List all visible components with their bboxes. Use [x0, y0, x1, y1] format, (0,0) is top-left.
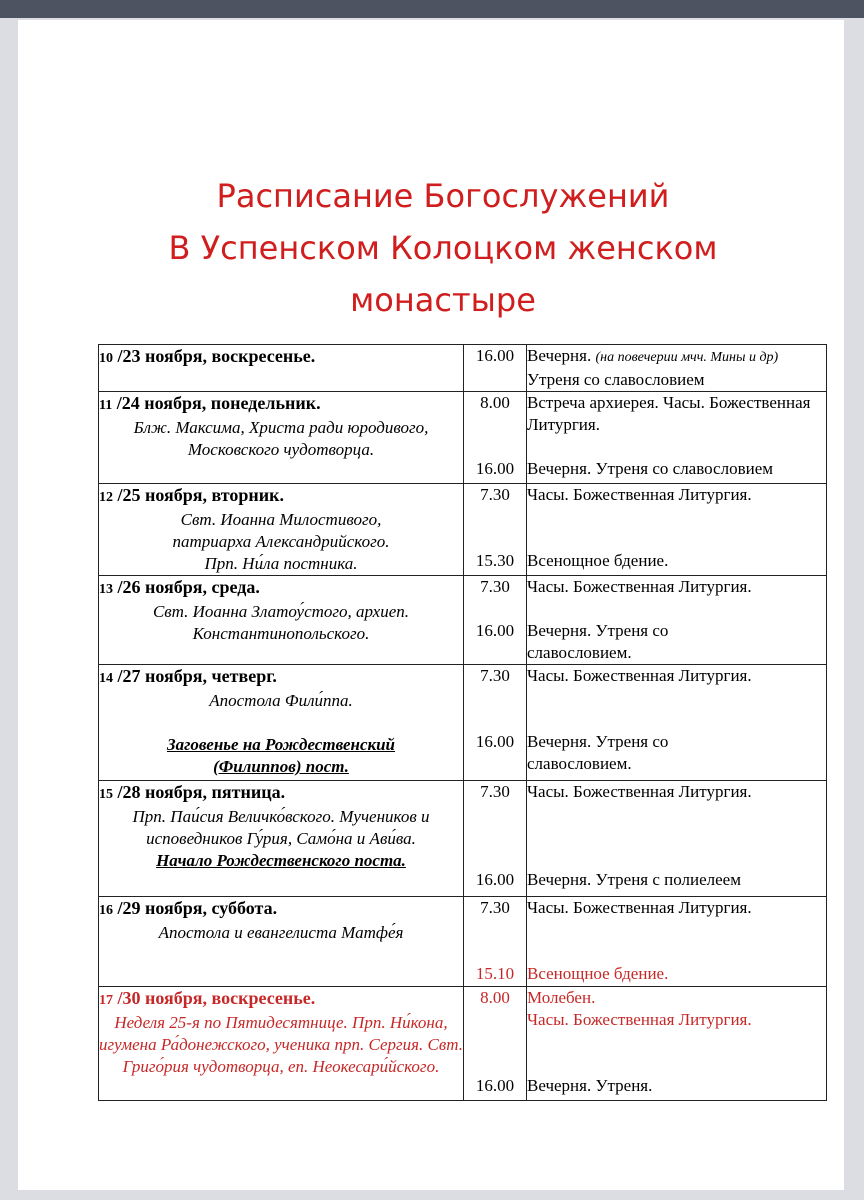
saint-commemoration: Прп. Ни́ла постника.	[204, 554, 358, 573]
day-old-style: 15	[99, 787, 113, 802]
service-time: 16.00	[475, 870, 515, 889]
date-heading	[99, 987, 463, 1012]
date-heading	[99, 781, 463, 806]
page-title	[0, 170, 864, 326]
saint-commemoration: Апостола Фили́ппа.	[209, 691, 353, 710]
date-heading	[99, 665, 463, 690]
service-time: 16.00	[475, 621, 515, 640]
day-old-style: 16	[99, 903, 113, 918]
date-text: /28 ноября, пятница.	[117, 782, 286, 802]
saint-commemoration: Свт. Иоанна Милостивого, патриарха Александрийского.	[172, 510, 390, 551]
schedule-row	[99, 665, 827, 781]
date-cell	[99, 987, 464, 1101]
date-cell	[99, 897, 464, 987]
day-old-style: 13	[99, 582, 113, 597]
service-text: Вечерня. Утреня со славословием	[527, 459, 774, 478]
service-note: (на повечерии мчч. Мины и др)	[595, 350, 779, 365]
time-cell	[464, 345, 527, 392]
schedule-row	[99, 576, 827, 665]
service-time: 16.00	[475, 459, 515, 478]
service-time: 8.00	[480, 393, 510, 412]
date-cell	[99, 781, 464, 897]
date-heading	[99, 484, 463, 509]
date-heading	[99, 576, 463, 601]
saint-commemoration: Блж. Максима, Христа ради юродивого, Московского чудотворца.	[133, 418, 429, 459]
saint-commemoration: Прп. Паи́сия Величко́вского. Мучеников и исповедников Гу́рия, Само́на и Ави́ва.	[132, 807, 430, 848]
time-cell	[464, 781, 527, 897]
service-cell	[527, 665, 827, 781]
service-time: 16.00	[475, 1076, 515, 1095]
schedule-row	[99, 987, 827, 1101]
service-text: Часы. Божественная Литургия.	[527, 898, 752, 917]
date-cell	[99, 345, 464, 392]
title-line-3: монастыре	[350, 281, 536, 319]
time-cell	[464, 665, 527, 781]
date-cell	[99, 576, 464, 665]
service-time: 7.30	[480, 898, 510, 917]
service-time: 15.30	[475, 551, 515, 570]
date-cell	[99, 484, 464, 576]
saint-commemoration: Свт. Иоанна Златоу́стого, архиеп. Константинопольского.	[152, 602, 410, 643]
service-time: 7.30	[480, 577, 510, 596]
service-cell	[527, 987, 827, 1101]
service-text: Всенощное бдение.	[527, 964, 669, 983]
service-text: Вечерня. Утреня.	[527, 1076, 653, 1095]
date-heading	[99, 392, 463, 417]
service-text: Часы. Божественная Литургия.	[527, 577, 752, 596]
schedule-row	[99, 897, 827, 987]
day-old-style: 11	[99, 398, 113, 413]
date-text: /26 ноября, среда.	[117, 577, 260, 597]
saint-commemoration: Неделя 25-я по Пятидесятнице. Прп. Ни́кона, игумена Ра́донежского, ученика прп. Сергия. Свт. Григо́рия чудотворца, еп. Неокесари́йского.	[99, 1013, 463, 1076]
date-heading	[99, 897, 463, 922]
day-old-style: 14	[99, 671, 113, 686]
day-old-style: 12	[99, 490, 113, 505]
service-cell	[527, 484, 827, 576]
service-time: 16.00	[475, 346, 515, 365]
day-old-style: 10	[99, 351, 113, 366]
fast-note: Заговенье на Рождественский (Филиппов) пост.	[166, 735, 396, 776]
date-text: /23 ноября, воскресенье.	[117, 346, 316, 366]
schedule-row	[99, 392, 827, 484]
service-text: Вечерня. Утреня со славословием.	[527, 621, 669, 662]
schedule-row	[99, 484, 827, 576]
service-cell	[527, 345, 827, 392]
document-page	[18, 20, 844, 1190]
date-text: /30 ноября, воскресенье.	[117, 988, 316, 1008]
service-cell	[527, 576, 827, 665]
time-cell	[464, 897, 527, 987]
service-text-tail: Утреня со славословием	[527, 370, 705, 389]
saint-commemoration: Апостола и евангелиста Матфе́я	[158, 923, 404, 942]
date-cell	[99, 392, 464, 484]
time-cell	[464, 987, 527, 1101]
service-text: Вечерня. Утреня с полиелеем	[527, 870, 741, 889]
time-cell	[464, 392, 527, 484]
date-heading	[99, 345, 463, 370]
title-line-1: Расписание Богослужений	[216, 177, 670, 215]
service-text: Вечерня. Утреня со славословием.	[527, 732, 669, 773]
date-text: /25 ноября, вторник.	[117, 485, 285, 505]
service-time: 8.00	[480, 988, 510, 1007]
service-text: Вечерня.	[527, 346, 592, 365]
date-cell	[99, 665, 464, 781]
service-time: 15.10	[475, 964, 515, 983]
top-status-bar	[0, 0, 864, 18]
service-text: Часы. Божественная Литургия.	[527, 485, 752, 504]
service-text: Часы. Божественная Литургия.	[527, 782, 752, 801]
service-cell	[527, 392, 827, 484]
service-text: Молебен.	[527, 988, 596, 1007]
service-text: Всенощное бдение.	[527, 551, 669, 570]
schedule-row	[99, 345, 827, 392]
date-text: /29 ноября, суббота.	[117, 898, 278, 918]
time-cell	[464, 484, 527, 576]
title-line-2: В Успенском Колоцком женском	[168, 229, 718, 267]
time-cell	[464, 576, 527, 665]
service-time: 7.30	[480, 666, 510, 685]
day-old-style: 17	[99, 993, 113, 1008]
service-cell	[527, 897, 827, 987]
service-text: Встреча архиерея. Часы. Божественная Литургия.	[527, 393, 811, 434]
service-cell	[527, 781, 827, 897]
date-text: /27 ноября, четверг.	[117, 666, 277, 686]
schedule-table	[98, 344, 827, 1101]
service-time: 16.00	[475, 732, 515, 751]
schedule-row	[99, 781, 827, 897]
service-time: 7.30	[480, 782, 510, 801]
date-text: /24 ноября, понедельник.	[116, 393, 321, 413]
fast-note: Начало Рождественского поста.	[156, 851, 406, 870]
service-text: Часы. Божественная Литургия.	[527, 1010, 752, 1029]
service-time: 7.30	[480, 485, 510, 504]
service-text: Часы. Божественная Литургия.	[527, 666, 752, 685]
